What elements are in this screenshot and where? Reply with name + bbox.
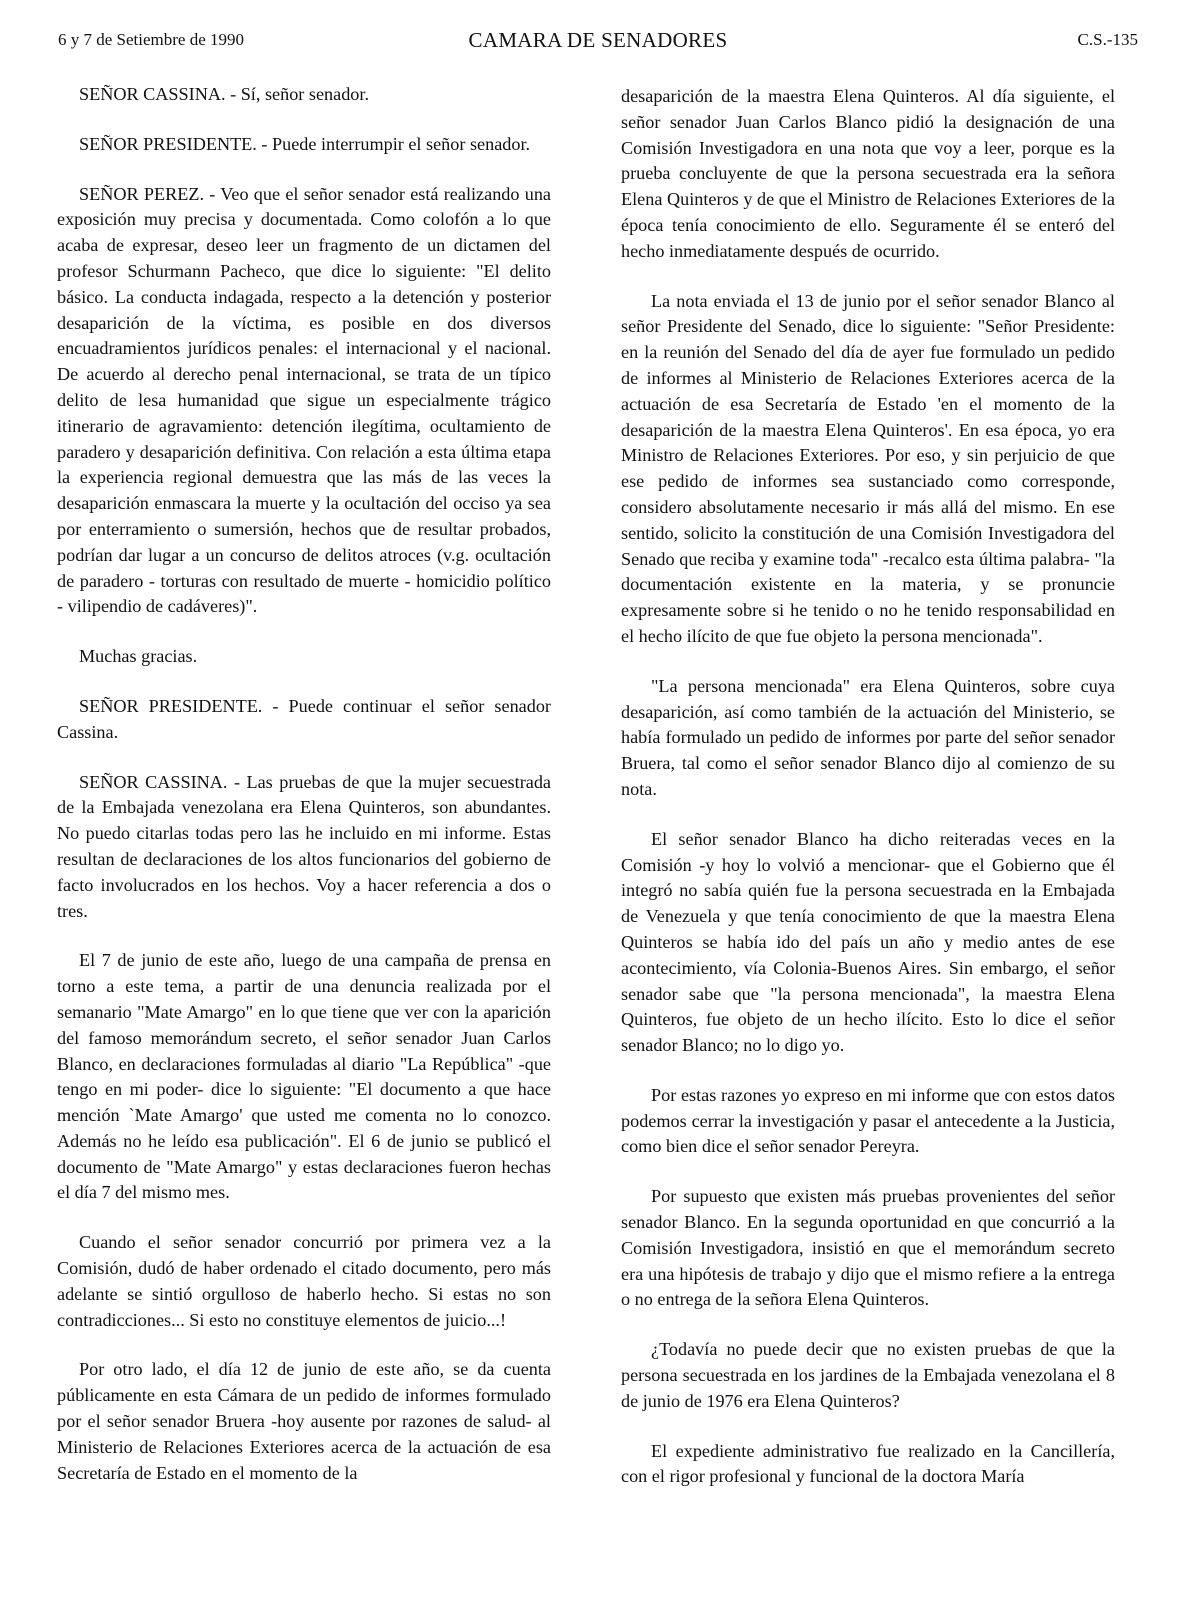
- paragraph: SEÑOR CASSINA. - Sí, señor senador.: [79, 84, 369, 104]
- page-header: [0, 30, 1196, 54]
- paragraph: SEÑOR CASSINA. - Las pruebas de que la mujer secuestrada de la Embajada venezolana era Elena Quinteros, son abundantes. No puedo citarlas todas pero las he incluido en mi informe. Estas resultan de declaraciones de los altos funcionarios del gobierno de facto involucrados en los hechos. Voy a hacer referencia a dos o tres.: [57, 771, 551, 921]
- paragraph: Por supuesto que existen más pruebas provenientes del señor senador Blanco. En la segunda oportunidad en que concurrió a la Comisión Investigadora, insistió en que el memorándum secreto era una hipótesis de trabajo y dijo que el mismo refiere a la entrega o no entrega de la señora Elena Quinteros.: [621, 1186, 1115, 1310]
- page-code: C.S.-135: [1077, 30, 1138, 49]
- paragraph: El expediente administrativo fue realizado en la Cancillería, con el rigor profesional y funcional de la doctora María: [621, 1440, 1115, 1487]
- paragraph: ¿Todavía no puede decir que no existen pruebas de que la persona secuestrada en los jardines de la Embajada venezolana el 8 de junio de 1976 era Elena Quinteros?: [621, 1339, 1115, 1411]
- left-column: [57, 82, 551, 1510]
- paragraph: El señor senador Blanco ha dicho reiteradas veces en la Comisión -y hoy lo volvió a mencionar- que el Gobierno que él integró no sabía quién fue la persona secuestrada en la Embajada de Venezuela y que tenía conocimiento de que la maestra Elena Quinteros se había ido del país un año y medio antes de ese acontecimiento, vía Colonia-Buenos Aires. Sin embargo, el señor senador sabe que "la persona mencionada", la maestra Elena Quinteros, fue objeto de un hecho ilícito. Esto lo dice el señor senador Blanco; no lo digo yo.: [621, 828, 1115, 1056]
- session-date: 6 y 7 de Setiembre de 1990: [58, 30, 245, 49]
- paragraph: desaparición de la maestra Elena Quinteros. Al día siguiente, el señor senador Juan Carlos Blanco pidió la designación de una Comisión Investigadora en una nota que voy a leer, porque es la prueba concluyente de que la persona secuestrada era la señora Elena Quinteros y de que el Ministro de Relaciones Exteriores de la época tenía conocimiento de ello. Seguramente él se enteró del hecho inmediatamente después de ocurrido.: [621, 86, 1115, 261]
- paragraph: La nota enviada el 13 de junio por el señor senador Blanco al señor Presidente del Senado, dice lo siguiente: "Señor Presidente: en la reunión del Senado del día de ayer fue formulado un pedido de informes al Ministerio de Relaciones Exteriores acerca de la actuación de esa Secretaría de Estado 'en el momento de la desaparición de la maestra Elena Quinteros'. En esa época, yo era Ministro de Relaciones Exteriores. Por eso, y sin perjuicio de que ese pedido de informes sea sustanciado como corresponde, considero absolutamente necesario ir más allá del mismo. En ese sentido, solicito la constitución de una Comisión Investigadora del Senado que reciba y examine toda" -recalco esta última palabra- "la documentación existente en la materia, y se pronuncie expresamente sobre si he tenido o no he tenido responsabilidad en el hecho ilícito de que fue objeto la persona mencionada".: [621, 290, 1115, 646]
- chamber-title: CAMARA DE SENADORES: [468, 28, 728, 52]
- paragraph: Cuando el señor senador concurrió por primera vez a la Comisión, dudó de haber ordenado el citado documento, pero más adelante se sintió orgulloso de haberlo hecho. Si estas no son contradicciones... Si esto no constituye elementos de juicio...!: [57, 1232, 551, 1330]
- paragraph: SEÑOR PRESIDENTE. - Puede continuar el señor senador Cassina.: [57, 695, 551, 742]
- paragraph: Por otro lado, el día 12 de junio de este año, se da cuenta públicamente en esta Cámara de un pedido de informes formulado por el señor senador Bruera -hoy ausente por razones de salud- al Ministerio de Relaciones Exteriores acerca de la actuación de esa Secretaría de Estado en el momento de la: [57, 1359, 551, 1483]
- paragraph: Muchas gracias.: [79, 646, 198, 667]
- right-column: [621, 84, 1115, 1514]
- paragraph: "La persona mencionada" era Elena Quinteros, sobre cuya desaparición, así como también de la actuación del Ministerio, se había formulado un pedido de informes por parte del señor senador Bruera, tal como el señor senador Blanco dijo al comienzo de su nota.: [621, 675, 1115, 799]
- paragraph: El 7 de junio de este año, luego de una campaña de prensa en torno a este tema, a partir de una denuncia realizada por el semanario "Mate Amargo" en lo que tiene que ver con la aparición del famoso memorándum secreto, el señor senador Juan Carlos Blanco, en declaraciones formuladas al diario "La República" -que tengo en mi poder- dice lo siguiente: "El documento a que hace mención `Mate Amargo' que usted me comenta no lo conozco. Además no he leído esa publicación". El 6 de junio se publicó el documento de "Mate Amargo" y estas declaraciones fueron hechas el día 7 del mismo mes.: [57, 950, 551, 1203]
- paragraph: SEÑOR PEREZ. - Veo que el señor senador está realizando una exposición muy precisa y documentada. Como colofón a lo que acaba de expresar, deseo leer un fragmento de un dictamen del profesor Schurmann Pacheco, que dice lo siguiente: "El delito básico. La conducta indagada, respecto a la detención y posterior desaparición de la víctima, es posible en dos diversos encuadramientos jurídicos penales: el internacional y el nacional. De acuerdo al derecho penal internacional, se trata de un típico delito de lesa humanidad que sigue un especialmente trágico itinerario de agravamiento: detención ilegítima, ocultamiento de paradero y desaparición definitiva. Con relación a esta última etapa la experiencia regional demuestra que las más de las veces la desaparición enmascara la muerte y la ocultación del occiso ya sea por enterramiento o sumersión, hechos que de resultar probados, podrían dar lugar a un concurso de delitos atroces (v.g. ocultación de paradero - torturas con resultado de muerte - homicidio político - vilipendio de cadáveres)".: [57, 183, 551, 617]
- paragraph: Por estas razones yo expreso en mi informe que con estos datos podemos cerrar la investigación y pasar el antecedente a la Justicia, como bien dice el señor senador Pereyra.: [621, 1084, 1115, 1157]
- paragraph: SEÑOR PRESIDENTE. - Puede interrumpir el señor senador.: [79, 133, 531, 154]
